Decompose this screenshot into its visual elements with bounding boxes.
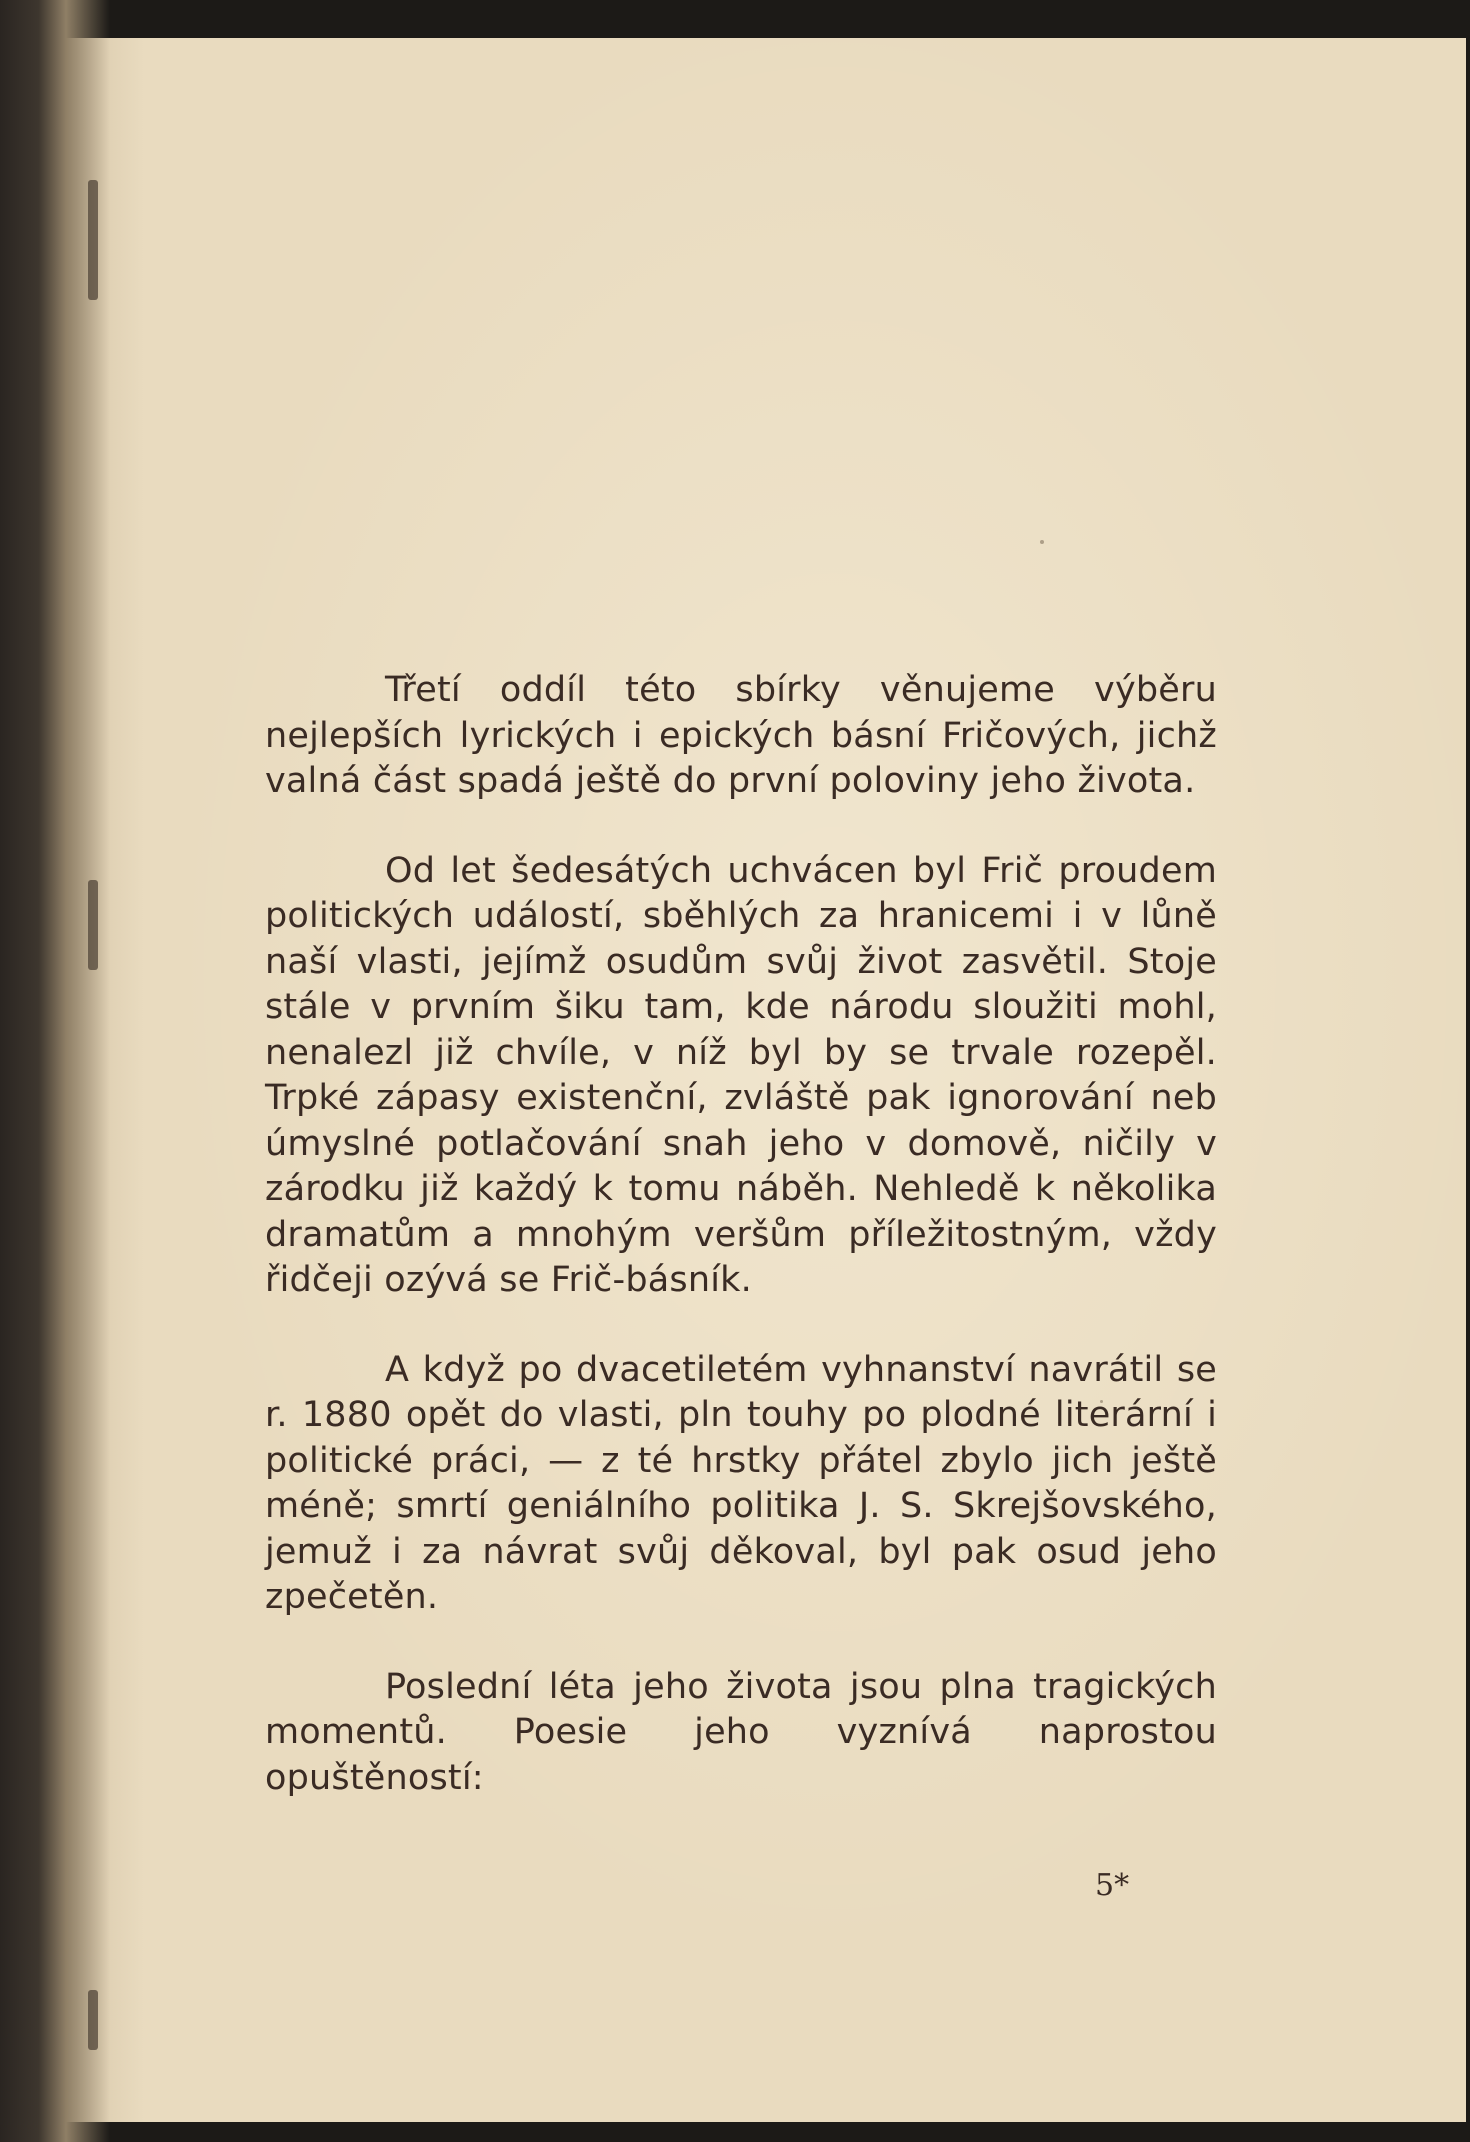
paragraph-3: A když po dvacetiletém vyhnanství navrátil se r. 1880 opět do vlasti, pln touhy po plodné literární i politické práci, — z té hrstky přátel zbylo jich ještě méně; smrtí geniálního politika J. S. Skrejšovského, jemuž i za návrat svůj děkoval, byl pak osud jeho zpečetěn. [265,1349,1217,1617]
binding-mark [88,180,98,300]
paragraph-2: Od let šedesátých uchvácen byl Frič proudem politických událostí, sběhlých za hranicemi i v lůně naší vlasti, jejímž osudům svůj život zasvětil. Stoje stále v prvním šiku tam, kde národu sloužiti mohl, nenalezl již chvíle, v níž byl by se trvale rozepěl. Trpké zápasy existenční, zvláště pak ignorování neb úmyslné potlačování snah jeho v domově, ničily v zárodku již každý k tomu náběh. Nehledě k několika dramatům a mnohým veršům příležitostným, vždy řidčeji ozývá se Frič-básník. [265,850,1217,1300]
body-text [265,668,1217,1801]
paper-speck [1040,540,1044,544]
paragraph-4: Poslední léta jeho života jsou plna tragických momentů. Poesie jeho vyznívá naprostou opuštěností: [265,1666,1217,1798]
book-binding-edge [0,0,110,2142]
binding-mark [88,880,98,970]
page-number: 5* [1095,1868,1130,1903]
paragraph-1: Třetí oddíl této sbírky věnujeme výběru nejlepších lyrických i epických básní Fričových, jichž valná část spadá ještě do první poloviny jeho života. [265,670,1217,801]
binding-mark [88,1990,98,2050]
